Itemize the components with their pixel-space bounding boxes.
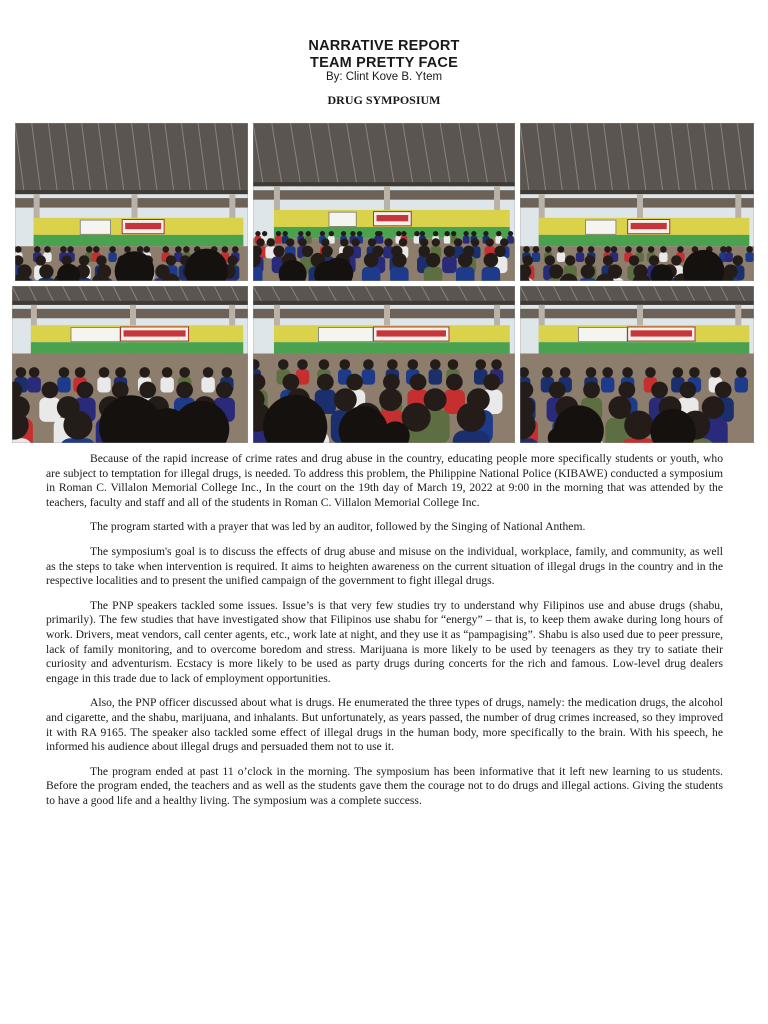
photo-6-audience-right	[520, 286, 754, 443]
photo-illustration	[253, 286, 515, 443]
photo-1-stage-wide	[15, 123, 248, 281]
photo-3-stage-right	[520, 123, 754, 281]
photo-2-court-roof	[253, 123, 515, 281]
paragraph: The symposium's goal is to discuss the effects of drug abuse and misuse on the individual, workplace, family, and community, as well as the steps to take when intervention is required. It aims to heighten awareness on the current situation of illegal drugs in the country and in the respective localities and to present the unified campaign of the government to fight illegal drugs.	[46, 544, 723, 588]
author-line: By: Clint Kove B. Ytem	[325, 71, 443, 83]
team-name: TEAM PRETTY FACE	[310, 55, 458, 71]
photo-illustration	[520, 123, 754, 281]
paragraph: Also, the PNP officer discussed about what is drugs. He enumerated the three types of drugs, namely: the medication drugs, the alcohol and cigarette, and the shabu, marijuana, and inhalants. But unfortunately, as years passed, the number of drug crimes increased, so they improved it with RA 9165. The speaker also tackled some effect of illegal drugs in the human body, more specifically to the brain. With his speech, he informed his audience about illegal drugs and persuaded them not to use it.	[46, 696, 723, 754]
photo-5-audience-center	[253, 286, 515, 443]
report-title: NARRATIVE REPORT	[308, 38, 460, 54]
photo-illustration	[253, 123, 515, 281]
paragraph: The PNP speakers tackled some issues. Issue’s is that very few studies try to understand why Filipinos use and abuse drugs (shabu, primarily). The few studies that have investigated show that Filipinos use shabu for “energy” – that is, to keep them awake during long hours of work. Drivers, meat vendors, call center agents, etc., work late at night, and they use it as “pampagising”. Shabu is also used due to peer pressure, lack of family monitoring, and to overcome boredom and stress. Marijuana is more likely to be used by teenagers as they try to satiate their curiosity and adventurism. Ecstacy is more likely to be used as party drugs during concerts for the rich and famous. Low-level drug dealers engage in this trade due to lack of employment opportunities.	[46, 598, 723, 685]
event-title: DRUG SYMPOSIUM	[327, 93, 441, 107]
paragraph: The program started with a prayer that was led by an auditor, followed by the Singing of National Anthem.	[90, 520, 586, 534]
photo-4-audience-speaker	[12, 286, 248, 443]
photo-illustration	[15, 123, 248, 281]
photo-illustration	[520, 286, 754, 443]
paragraph: The program ended at past 11 o’clock in the morning. The symposium has been informative that it left new learning to us students. Before the program ended, the teachers and as well as the students gave them the courage not to do drugs and illegal actions. Giving the students to have a good life and a healthy living. The symposium was a complete success.	[46, 764, 723, 807]
photo-illustration	[12, 286, 248, 443]
paragraph: Because of the rapid increase of crime rates and drug abuse in the country, educating people more specifically students or youth, who are subject to temptation for illegal drugs, is needed. To address this problem, the Philippine National Police (KIBAWE) conducted a symposium in Roman C. Villalon Memorial College Inc., In the court on the 19th day of March 19, 2022 at 9:00 in the morning that was attended by the teachers, faculty and staff and all of the students in Roman C. Villalon Memorial College Inc.	[46, 452, 723, 509]
report-body	[46, 452, 723, 818]
